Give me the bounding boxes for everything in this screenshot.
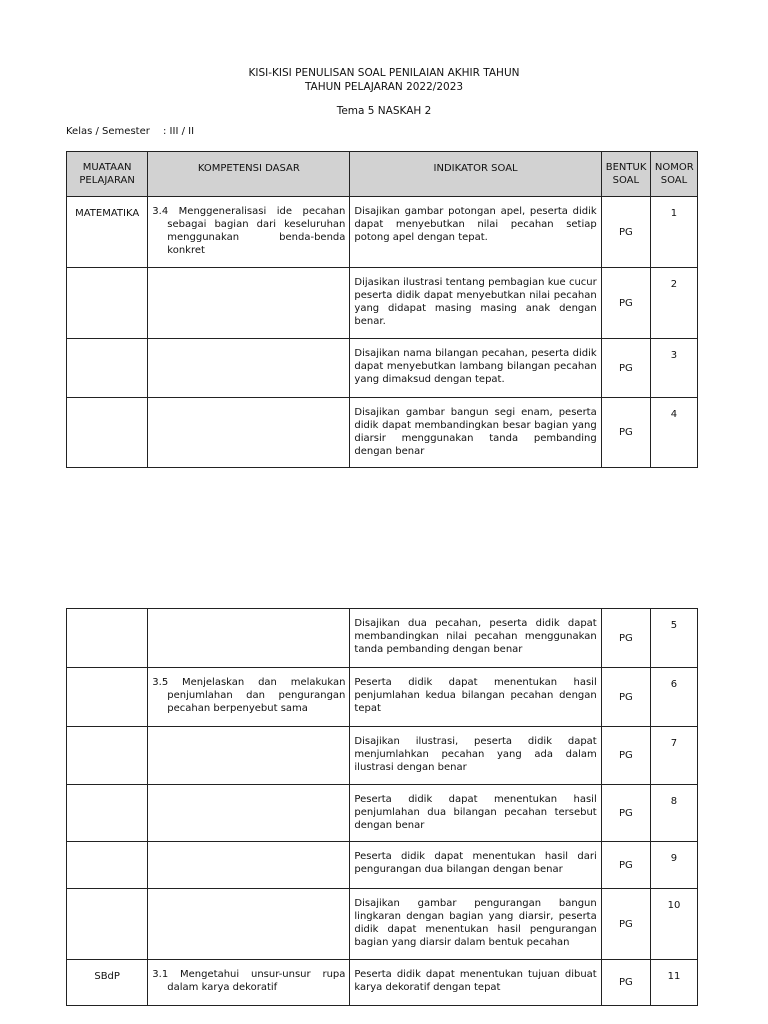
competency-text: 3.5 Menjelaskan dan melakukan penjumlahan dan pengurangan pecahan berpenyebut sama bbox=[152, 677, 346, 714]
form-cell: PG bbox=[601, 609, 650, 668]
table-header-row bbox=[67, 152, 698, 197]
table-row bbox=[67, 609, 698, 668]
form-cell: PG bbox=[601, 268, 650, 339]
competency-cell bbox=[148, 197, 350, 268]
table-row bbox=[67, 268, 698, 339]
number-cell: 9 bbox=[650, 842, 697, 889]
class-semester-value: : III / II bbox=[163, 126, 195, 137]
competency-cell bbox=[148, 842, 350, 889]
indicator-cell: Disajikan gambar potongan apel, peserta didik dapat menyebutkan nilai pecahan setiap potong apel dengan tepat. bbox=[350, 197, 601, 268]
form-cell: PG bbox=[601, 727, 650, 785]
competency-cell bbox=[148, 960, 350, 1006]
indicator-cell: Peserta didik dapat menentukan hasil penjumlahan dua bilangan pecahan tersebut dengan benar bbox=[350, 785, 601, 842]
number-cell: 2 bbox=[650, 268, 697, 339]
number-cell: 8 bbox=[650, 785, 697, 842]
competency-cell bbox=[148, 609, 350, 668]
number-cell: 7 bbox=[650, 727, 697, 785]
document-title-line2: TAHUN PELAJARAN 2022/2023 bbox=[304, 81, 464, 93]
indicator-cell: Peserta didik dapat menentukan tujuan dibuat karya dekoratif dengan tepat bbox=[350, 960, 601, 1006]
table-row bbox=[67, 398, 698, 468]
header-cell-indicator: INDIKATOR SOAL bbox=[350, 152, 601, 197]
grid-table-page-1 bbox=[66, 151, 698, 468]
form-cell: PG bbox=[601, 668, 650, 727]
document-title-line1: KISI-KISI PENULISAN SOAL PENILAIAN AKHIR TAHUN bbox=[248, 67, 520, 79]
subject-cell bbox=[67, 668, 148, 727]
table-row bbox=[67, 889, 698, 960]
header-cell-competency: KOMPETENSI DASAR bbox=[148, 152, 350, 197]
subject-cell bbox=[67, 609, 148, 668]
form-cell: PG bbox=[601, 398, 650, 468]
form-cell: PG bbox=[601, 960, 650, 1006]
competency-text: 3.4 Menggeneralisasi ide pecahan sebagai bagian dari keseluruhan menggunakan benda-benda konkret bbox=[152, 206, 346, 256]
indicator-cell: Peserta didik dapat menentukan hasil dari pengurangan dua bilangan dengan benar bbox=[350, 842, 601, 889]
subject-cell bbox=[67, 268, 148, 339]
number-cell: 1 bbox=[650, 197, 697, 268]
indicator-cell: Disajikan nama bilangan pecahan, peserta didik dapat menyebutkan lambang bilangan pecahan yang dimaksud dengan tepat. bbox=[350, 339, 601, 398]
competency-cell bbox=[148, 889, 350, 960]
grid-table-page-2 bbox=[66, 608, 698, 1006]
class-semester-label: Kelas / Semester bbox=[66, 126, 150, 137]
indicator-cell: Disajikan dua pecahan, peserta didik dapat membandingkan nilai pecahan menggunakan tanda pembanding dengan benar bbox=[350, 609, 601, 668]
table-row bbox=[67, 842, 698, 889]
competency-cell bbox=[148, 398, 350, 468]
number-cell: 4 bbox=[650, 398, 697, 468]
table-row bbox=[67, 960, 698, 1006]
indicator-cell: Disajikan gambar bangun segi enam, peserta didik dapat membandingkan besar bagian yang diarsir menggunakan tanda pembanding dengan benar bbox=[350, 398, 601, 468]
form-cell: PG bbox=[601, 889, 650, 960]
header-cell-number: NOMOR SOAL bbox=[650, 152, 697, 197]
subject-cell bbox=[67, 398, 148, 468]
table-row bbox=[67, 339, 698, 398]
indicator-cell: Peserta didik dapat menentukan hasil penjumlahan kedua bilangan pecahan dengan tepat bbox=[350, 668, 601, 727]
subject-cell bbox=[67, 339, 148, 398]
class-semester-line bbox=[66, 126, 195, 137]
competency-cell bbox=[148, 727, 350, 785]
competency-cell bbox=[148, 339, 350, 398]
subject-cell bbox=[67, 842, 148, 889]
number-cell: 10 bbox=[650, 889, 697, 960]
subject-cell: MATEMATIKA bbox=[67, 197, 148, 268]
indicator-cell: Disajikan gambar pengurangan bangun lingkaran dengan bagian yang diarsir, peserta didik dapat menentukan hasil pengurangan bagian yang diarsir dalam bentuk pecahan bbox=[350, 889, 601, 960]
theme-heading: Tema 5 NASKAH 2 bbox=[336, 105, 432, 117]
number-cell: 6 bbox=[650, 668, 697, 727]
table-row bbox=[67, 727, 698, 785]
form-cell: PG bbox=[601, 339, 650, 398]
table-row bbox=[67, 668, 698, 727]
indicator-cell: Dijasikan ilustrasi tentang pembagian kue cucur peserta didik dapat menyebutkan nilai pecahan yang didapat masing masing anak dengan benar. bbox=[350, 268, 601, 339]
indicator-cell: Disajikan ilustrasi, peserta didik dapat menjumlahkan pecahan yang ada dalam ilustrasi dengan benar bbox=[350, 727, 601, 785]
number-cell: 11 bbox=[650, 960, 697, 1006]
competency-cell bbox=[148, 668, 350, 727]
number-cell: 5 bbox=[650, 609, 697, 668]
form-cell: PG bbox=[601, 197, 650, 268]
table-row bbox=[67, 785, 698, 842]
competency-cell bbox=[148, 268, 350, 339]
subject-cell: SBdP bbox=[67, 960, 148, 1006]
table-row bbox=[67, 197, 698, 268]
form-cell: PG bbox=[601, 842, 650, 889]
subject-cell bbox=[67, 889, 148, 960]
number-cell: 3 bbox=[650, 339, 697, 398]
header-cell-subject: MUATAAN PELAJARAN bbox=[67, 152, 148, 197]
competency-text: 3.1 Mengetahui unsur-unsur rupa dalam karya dekoratif bbox=[152, 969, 346, 993]
subject-cell bbox=[67, 727, 148, 785]
form-cell: PG bbox=[601, 785, 650, 842]
subject-cell bbox=[67, 785, 148, 842]
header-cell-form: BENTUK SOAL bbox=[601, 152, 650, 197]
competency-cell bbox=[148, 785, 350, 842]
